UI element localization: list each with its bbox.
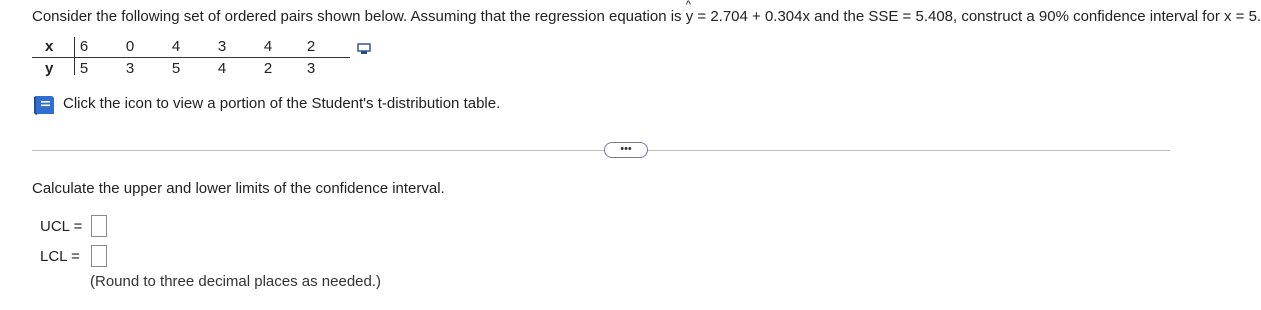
- ucl-label: UCL =: [40, 218, 83, 235]
- lcl-input[interactable]: [91, 245, 107, 267]
- y-value-2: 3: [125, 60, 135, 77]
- y-value-6: 3: [306, 60, 316, 77]
- x-row-label: x: [45, 38, 54, 55]
- hint-text: Click the icon to view a portion of the Student's t-distribution table.: [63, 95, 501, 112]
- x-value-1: 6: [79, 38, 89, 55]
- ucl-input[interactable]: [91, 215, 107, 237]
- table-horizontal-rule: [32, 57, 350, 58]
- rounding-note: (Round to three decimal places as needed.): [90, 273, 382, 290]
- x-value-4: 3: [217, 38, 227, 55]
- question-text: [32, 0, 1261, 25]
- section-divider: [32, 150, 1170, 151]
- x-value-5: 4: [263, 38, 273, 55]
- book-icon[interactable]: [32, 94, 56, 116]
- hat-accent: ^: [685, 0, 691, 11]
- y-value-1: 5: [79, 60, 89, 77]
- copy-table-icon[interactable]: [357, 43, 371, 55]
- x-value-2: 0: [125, 38, 135, 55]
- y-letter: y: [685, 8, 694, 25]
- lcl-label: LCL =: [40, 248, 80, 265]
- y-hat-symbol: [685, 0, 694, 25]
- y-value-3: 5: [171, 60, 181, 77]
- instruction-text: Calculate the upper and lower limits of the confidence interval.: [32, 180, 445, 197]
- x-value-3: 4: [171, 38, 181, 55]
- y-value-5: 2: [263, 60, 273, 77]
- x-value-6: 2: [306, 38, 316, 55]
- more-button[interactable]: •••: [604, 142, 648, 158]
- question-text-start: Consider the following set of ordered pairs shown below. Assuming that the regression equation is: [32, 8, 686, 25]
- question-text-end: = 2.704 + 0.304x and the SSE = 5.408, construct a 90% confidence interval for x = 5.: [693, 8, 1261, 25]
- y-row-label: y: [45, 60, 54, 77]
- y-value-4: 4: [217, 60, 227, 77]
